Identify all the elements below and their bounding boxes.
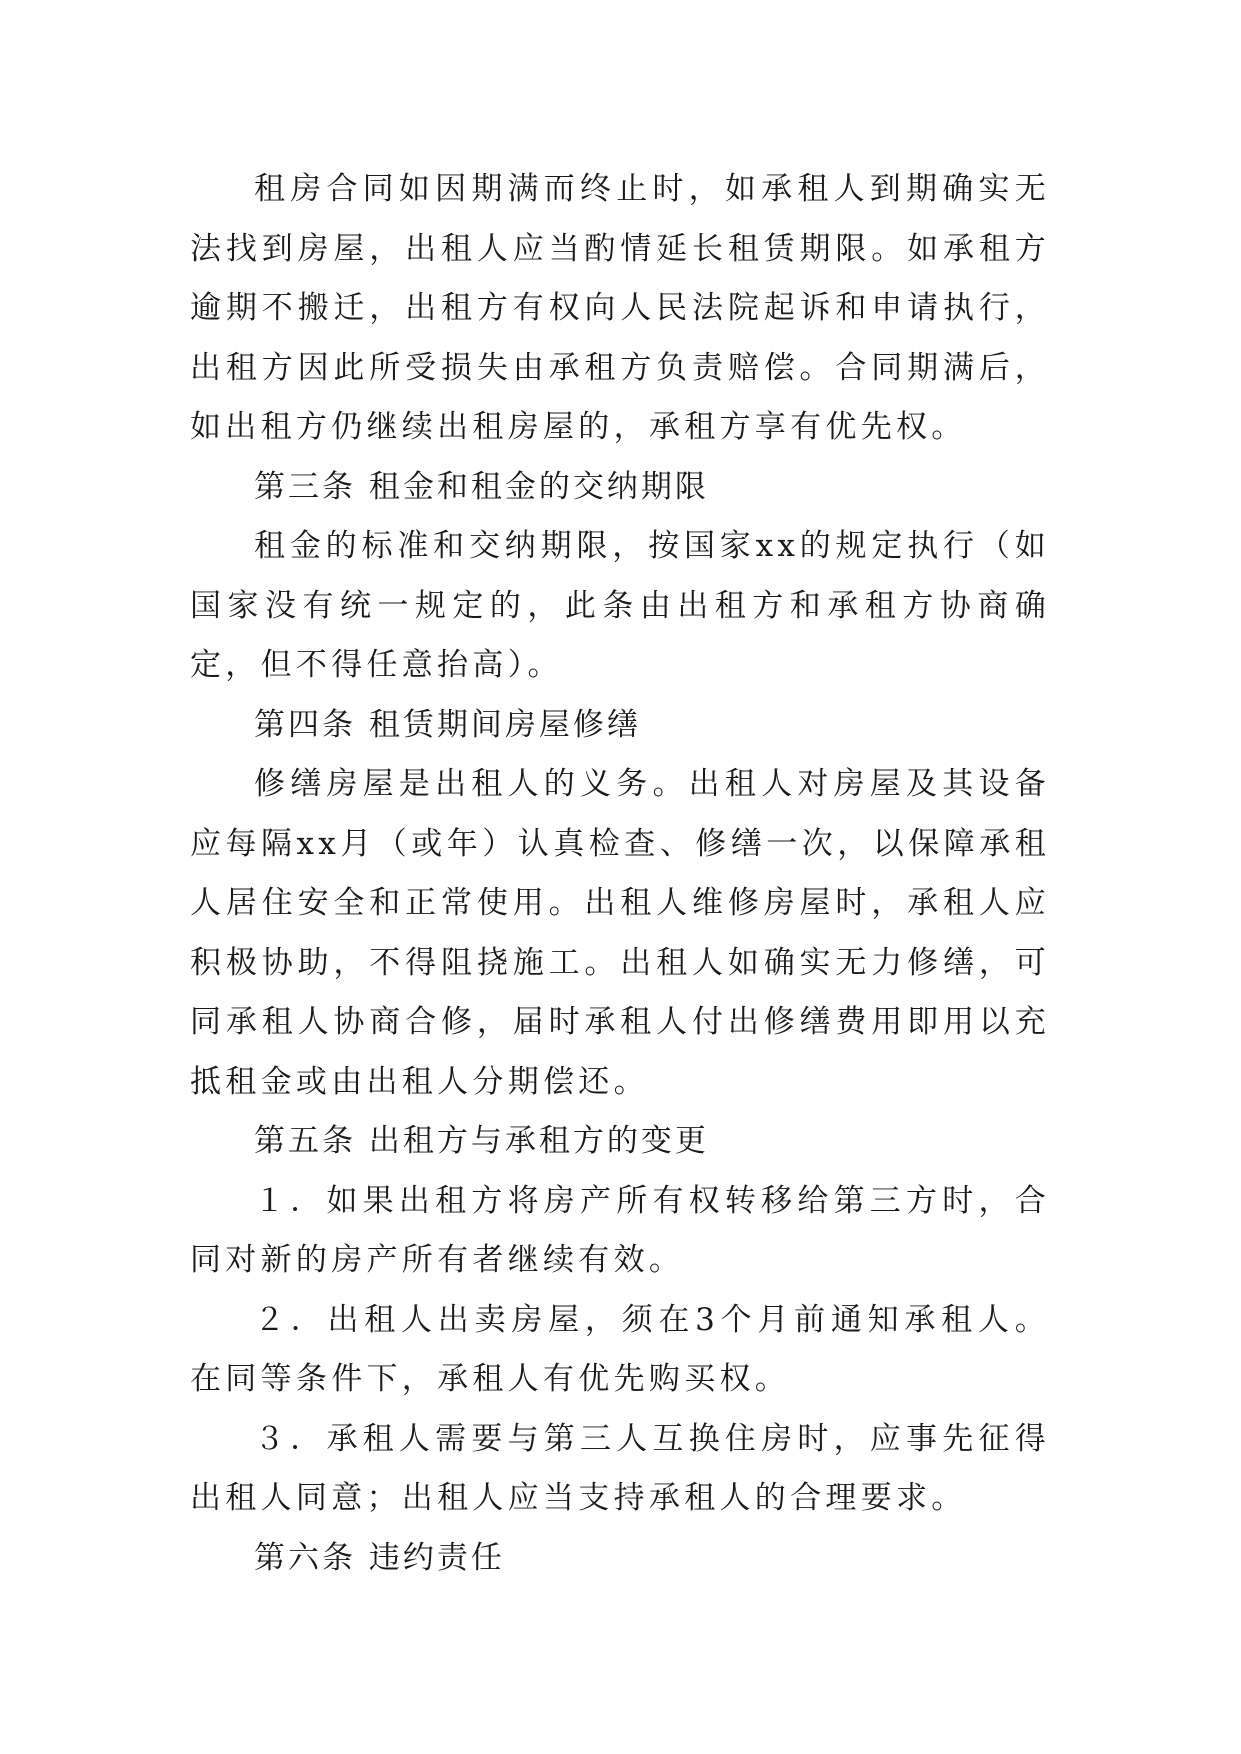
document-body bbox=[190, 160, 1050, 1588]
paragraph-rent-standard: 租金的标准和交纳期限，按国家xx的规定执行（如国家没有统一规定的，此条由出租方和承租方协商确定，但不得任意抬高）。 bbox=[190, 528, 1050, 683]
list-item-housing-exchange: ３．承租人需要与第三人互换住房时，应事先征得出租人同意；出租人应当支持承租人的合理要求。 bbox=[190, 1420, 1050, 1516]
list-item-sale-notice: ２．出租人出卖房屋，须在3个月前通知承租人。在同等条件下，承租人有优先购买权。 bbox=[190, 1301, 1050, 1397]
article-6-heading: 第六条 违约责任 bbox=[254, 1539, 505, 1576]
list-item-ownership-transfer: １．如果出租方将房产所有权转移给第三方时，合同对新的房产所有者继续有效。 bbox=[190, 1182, 1050, 1278]
article-5-heading: 第五条 出租方与承租方的变更 bbox=[254, 1123, 709, 1159]
article-4-heading: 第四条 租赁期间房屋修缮 bbox=[254, 706, 641, 743]
paragraph-lease-expiry: 租房合同如因期满而终止时，如承租人到期确实无法找到房屋，出租人应当酌情延长租赁期限。如承租方逾期不搬迁，出租方有权向人民法院起诉和申请执行，出租方因此所受损失由承租方负责赔偿。合同期满后，如出租方仍继续出租房屋的，承租方享有优先权。 bbox=[190, 171, 1050, 445]
paragraph-repairs: 修缮房屋是出租人的义务。出租人对房屋及其设备应每隔xx月（或年）认真检查、修缮一次，以保障承租人居住安全和正常使用。出租人维修房屋时，承租人应积极协助，不得阻挠施工。出租人如确实无力修缮，可同承租人协商合修，届时承租人付出修缮费用即用以充抵租金或由出租人分期偿还。 bbox=[190, 766, 1050, 1100]
article-3-heading: 第三条 租金和租金的交纳期限 bbox=[254, 468, 709, 505]
